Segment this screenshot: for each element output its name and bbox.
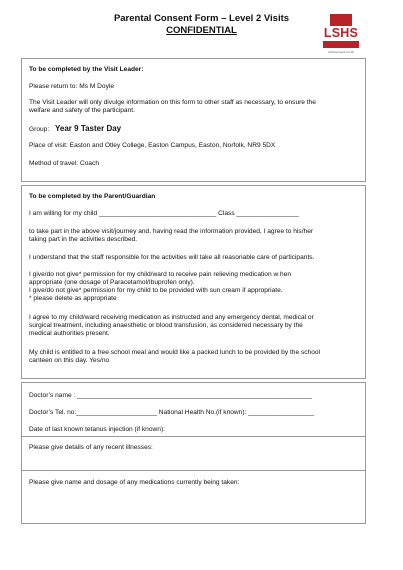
info-line-2: welfare and safety of the participant.	[29, 107, 135, 114]
tetanus-field[interactable]: Date of last known tetanus injection (if known):	[29, 426, 165, 433]
method-of-travel: Method of travel: Coach	[29, 160, 100, 167]
meal-line-2: canteen on this day. Yes/no	[29, 357, 110, 364]
group-value: Year 9 Taster Day	[55, 124, 122, 133]
school-logo	[322, 14, 360, 58]
form-subtitle: CONFIDENTIAL	[166, 25, 237, 36]
doctor-tel-field[interactable]: Doctor’s Tel. no:______________________ National Health No.(if known): __________________	[29, 409, 315, 416]
divider	[22, 470, 365, 471]
treatment-line-1: I agree to my child/ward receiving medication as instructed and any emergency dental, medical or	[29, 314, 314, 321]
consent-line-2: taking part in the activities described.	[29, 236, 138, 243]
form-title: Parental Consent Form – Level 2 Visits	[113, 13, 290, 24]
treatment-line-2: surgical treatment, including anaesthetic or blood transfusion, as considered necessary by the	[29, 322, 303, 329]
logo-text: LSHS	[323, 26, 359, 40]
medication-line-4: * please delete as appropriate	[29, 295, 117, 302]
place-of-visit: Place of visit: Easton and Otley College, Easton Campus, Easton, Norfolk, NR9 5DX	[29, 142, 276, 149]
medication-line-2: appropriate (one dosage of Paracetamol/Ibuprofen only).	[29, 279, 195, 286]
parent-section	[21, 185, 366, 379]
medications-field[interactable]: Please give name and dosage of any medications currently being taken:	[29, 479, 240, 486]
meal-line-1: My child is entitled to a free school meal and would like a packed lunch to be provided by the school	[29, 349, 321, 356]
understand-line: I understand that the staff responsible for the activities will take all reasonable care of participants.	[29, 254, 315, 261]
treatment-line-3: medical authorities present.	[29, 330, 110, 337]
logo-motto: Achievement for All	[328, 50, 354, 54]
group-label: Group:	[29, 126, 50, 133]
parent-heading: To be completed by the Parent/Guardian	[29, 193, 156, 200]
willing-line: I am willing for my child ________________________________ Class _________________	[29, 210, 299, 217]
info-line-1: The Visit Leader will only divulge information on this form to other staff as necessary, to ensure the	[29, 99, 316, 106]
medical-section	[21, 382, 366, 524]
divider	[22, 436, 365, 437]
medication-line-3: I give/do not give* permission for my child to be provided with sun cream if appropriate.	[29, 287, 283, 294]
group-row	[29, 125, 121, 134]
illnesses-field[interactable]: Please give details of any recent illnesses:	[29, 444, 153, 451]
logo-emblem	[330, 14, 352, 26]
consent-line-1: to take part in the above visit/journey and, having read the information provided, I agree to his/her	[29, 228, 314, 235]
visit-leader-heading: To be completed by the Visit Leader:	[29, 66, 144, 73]
medication-line-1: I give/do not give* permission for my child/ward to receive pain relieving medication w hen	[29, 271, 292, 278]
return-to: Please return to: Ms M Doyle	[29, 83, 115, 90]
doctor-name-field[interactable]: Doctor’s name : ________________________________________________________________	[29, 392, 312, 399]
visit-leader-section	[21, 58, 366, 182]
logo-bar	[323, 41, 359, 48]
